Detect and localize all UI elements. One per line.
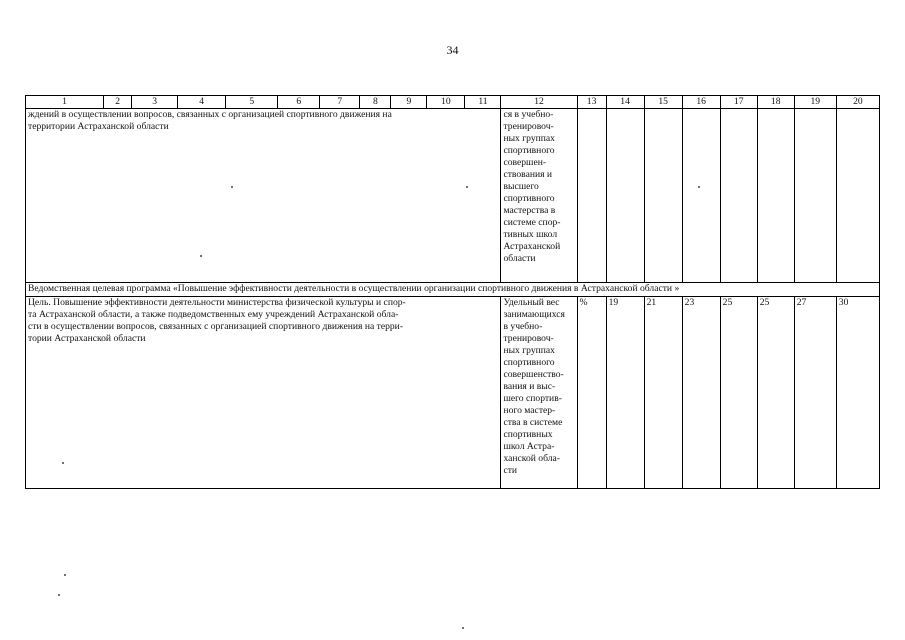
table-cell — [836, 109, 879, 283]
column-number: 15 — [644, 96, 682, 109]
goal-row — [26, 297, 880, 489]
column-number: 12 — [501, 96, 577, 109]
column-number: 16 — [682, 96, 720, 109]
column-number: 13 — [577, 96, 606, 109]
program-title: Ведомственная целевая программа «Повышение эффективности деятельности в осуществлении организации спортивного движения в Астраханской области » — [26, 283, 880, 297]
column-number: 1 — [26, 96, 104, 109]
column-number: 7 — [320, 96, 360, 109]
goal-text: Цель. Повышение эффективности деятельности министерства физической культуры и спор- та Астраханской области, а также подведомственных ему учреждений Астраханской обла- сти в осуществлении вопросов, связанных с организацией спортивного движения на терри- тории Астраханской области — [26, 297, 501, 489]
column-number: 5 — [226, 96, 278, 109]
column-number: 20 — [836, 96, 879, 109]
indicator-text: Удельный вес занимающихся в учебно- тренировоч- ных группах спортивного совершенство- вания и выс- шего спортив- ного мастер- ства в системе спортивных школ Астра- ханской обла- сти — [501, 297, 577, 489]
column-number: 9 — [391, 96, 427, 109]
column-number: 18 — [757, 96, 794, 109]
column-number-row — [26, 96, 880, 109]
scan-speck — [466, 186, 468, 188]
column-number: 11 — [465, 96, 501, 109]
table-cell — [757, 109, 794, 283]
page-number: 34 — [446, 43, 459, 57]
value-cell: 19 — [606, 297, 644, 489]
column-number: 6 — [278, 96, 320, 109]
scan-speck — [200, 255, 202, 257]
column-number: 17 — [720, 96, 757, 109]
table-cell — [720, 109, 757, 283]
value-cell: 30 — [836, 297, 879, 489]
unit-cell: % — [577, 297, 606, 489]
scan-speck — [62, 462, 64, 464]
scan-speck — [64, 574, 66, 576]
table-cell — [577, 109, 606, 283]
program-row — [26, 283, 880, 297]
continued-indicator-text: ся в учебно- тренировоч- ных группах спортивного совершен- ствования и высшего спортивного мастерства в системе спор- тивных школ Астраханской области — [501, 109, 577, 283]
continued-goal-text: ждений в осуществлении вопросов, связанных с организацией спортивного движения на территории Астраханской области — [26, 109, 501, 283]
table-cell — [644, 109, 682, 283]
indicator-table — [25, 95, 880, 489]
table-cell — [794, 109, 836, 283]
column-number: 4 — [178, 96, 226, 109]
column-number: 19 — [794, 96, 836, 109]
column-number: 14 — [606, 96, 644, 109]
value-cell: 25 — [720, 297, 757, 489]
scan-speck — [231, 186, 233, 188]
column-number: 2 — [104, 96, 132, 109]
value-cell: 25 — [757, 297, 794, 489]
value-cell: 27 — [794, 297, 836, 489]
scan-speck — [698, 186, 700, 188]
value-cell: 21 — [644, 297, 682, 489]
continued-row — [26, 109, 880, 283]
table-cell — [606, 109, 644, 283]
column-number: 10 — [427, 96, 465, 109]
value-cell: 23 — [682, 297, 720, 489]
column-number: 3 — [132, 96, 178, 109]
column-number: 8 — [360, 96, 391, 109]
scan-speck — [58, 594, 60, 596]
scan-speck — [462, 627, 464, 629]
table-cell — [682, 109, 720, 283]
